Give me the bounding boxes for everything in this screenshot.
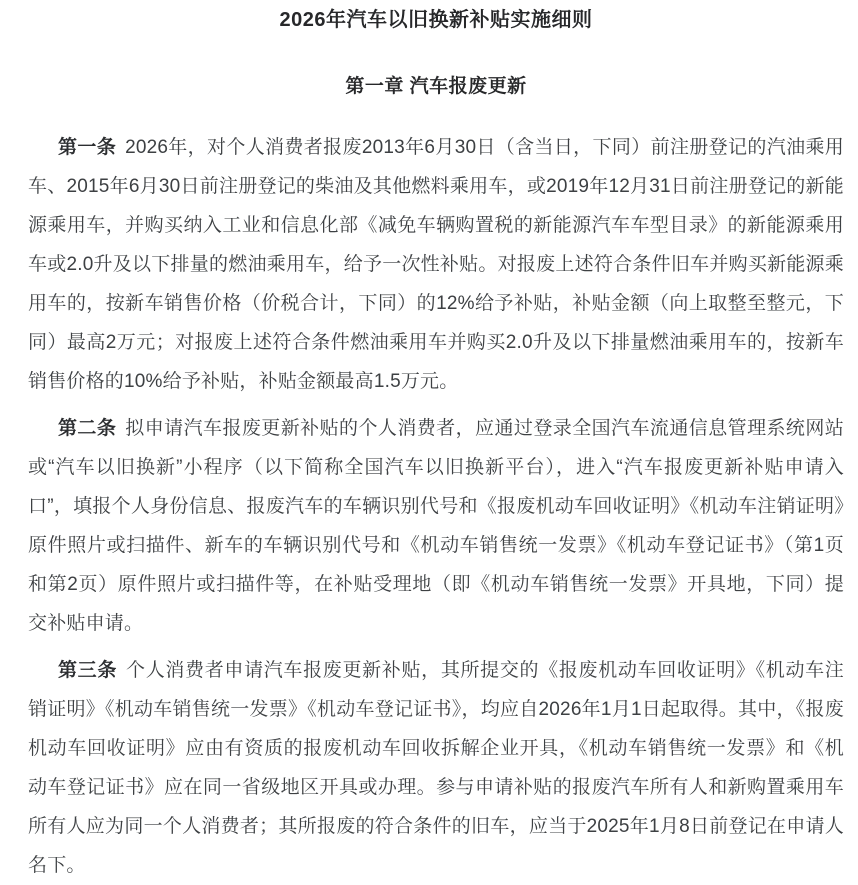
article-text-2: 拟申请汽车报废更新补贴的个人消费者，应通过登录全国汽车流通信息管理系统网站或“汽车以旧换新”小程序（以下简称全国汽车以旧换新平台），进入“汽车报废更新补贴申请入口”，填报个人身份信息、报废汽车的车辆识别代号和《报废机动车回收证明》《机动车注销证明》原件照片或扫描件、新车的车辆识别代号和《机动车销售统一发票》《机动车登记证书》（第1页和第2页）原件照片或扫描件等，在补贴受理地（即《机动车销售统一发票》开具地，下同）提交补贴申请。 [28,418,844,634]
article-text-1: 2026年，对个人消费者报废2013年6月30日（含当日，下同）前注册登记的汽油乘用车、2015年6月30日前注册登记的柴油及其他燃料乘用车，或2019年12月31日前注册登记的新能源乘用车，并购买纳入工业和信息化部《减免车辆购置税的新能源汽车车型目录》的新能源乘用车或2.0升及以下排量的燃油乘用车，给予一次性补贴。对报废上述符合条件旧车并购买新能源乘用车的，按新车销售价格（价税合计，下同）的12%给予补贴，补贴金额（向上取整至整元，下同）最高2万元；对报废上述符合条件燃油乘用车并购买2.0升及以下排量燃油乘用车的，按新车销售价格的10%给予补贴，补贴金额最高1.5万元。 [28,137,844,392]
article-text-3: 个人消费者申请汽车报废更新补贴，其所提交的《报废机动车回收证明》《机动车注销证明》《机动车销售统一发票》《机动车登记证书》，均应自2026年1月1日起取得。其中，《报废机动车回收证明》应由有资质的报废机动车回收拆解企业开具，《机动车销售统一发票》和《机动车登记证书》应在同一省级地区开具或办理。参与申请补贴的报废汽车所有人和新购置乘用车所有人应为同一个人消费者；其所报废的符合条件的旧车，应当于2025年1月8日前登记在申请人名下。 [28,660,844,876]
article-paragraph-1 [28,128,844,401]
article-label-3: 第三条 [58,660,118,681]
document-title: 2026年汽车以旧换新补贴实施细则 [279,9,593,31]
article-paragraph-2 [28,409,844,643]
chapter-heading: 第一章 汽车报废更新 [345,76,527,97]
article-paragraph-3 [28,651,844,885]
article-label-2: 第二条 [58,418,117,439]
articles-section [28,128,844,885]
article-label-1: 第一条 [58,137,117,158]
